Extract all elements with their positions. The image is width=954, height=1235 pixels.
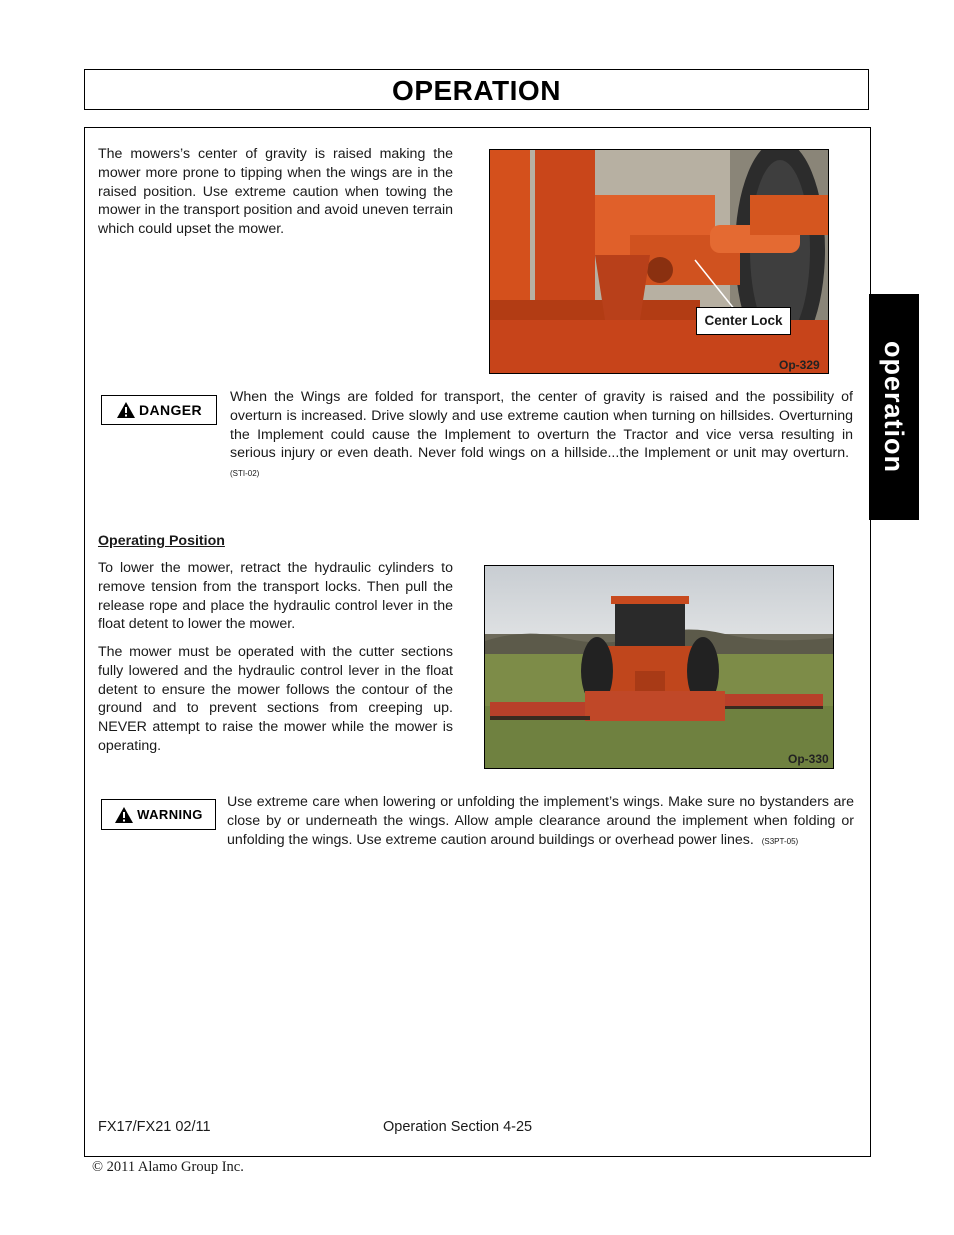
intro-text: The mowers’s center of gravity is raised making the mower more prone to tipping when the wings are in the raised position. Use extreme caution when towing the mower in the transport position and avoid uneven terrain which could upset the mower.: [98, 146, 453, 238]
center-lock-illustration: [490, 150, 828, 373]
danger-badge-label: DANGER: [138, 402, 203, 418]
warning-code: (S3PT-05): [761, 836, 799, 846]
danger-paragraph: [230, 388, 853, 484]
warning-badge-label: WARNING: [137, 807, 203, 822]
center-lock-photo: [489, 149, 829, 374]
page-title: OPERATION: [392, 75, 561, 106]
warning-paragraph: [227, 793, 854, 851]
danger-text: When the Wings are folded for transport, the center of gravity is raised and the possibility of overturn is increased. Drive slowly and use extreme caution when turning on hillsides. Overturning the Implement could cause the Implement to overturn the Tractor and vice versa resulting in serious injury or even death. Never fold wings on a hillside...the Implement or unit may overturn.: [230, 389, 853, 462]
figure-label-op330: Op-330: [788, 752, 829, 766]
side-tab-label: operation: [879, 340, 909, 473]
center-lock-callout: Center Lock: [696, 307, 791, 335]
warning-text: Use extreme care when lowering or unfolding the implement’s wings. Make sure no bystanders are close by or underneath the wings. Allow ample clearance around the implement when folding or unfolding the wings. Use extreme caution around buildings or overhead power lines.: [227, 794, 854, 848]
danger-badge: [101, 395, 217, 425]
footer-copyright: © 2011 Alamo Group Inc.: [92, 1159, 244, 1175]
operating-position-paragraph-2: [98, 643, 453, 756]
footer-section: Operation Section 4-25: [383, 1119, 533, 1135]
operating-position-text-2: The mower must be operated with the cutter sections fully lowered and the hydraulic control lever in the float detent to ensure the mower follows the contour of the ground and to prevent sections from creeping up. NEVER attempt to raise the mower while the mower is operating.: [98, 644, 453, 754]
warning-badge: [101, 799, 216, 830]
tractor-mower-photo: [484, 565, 834, 769]
operating-position-text-1: To lower the mower, retract the hydraulic cylinders to remove tension from the transport locks. Then pull the release rope and place the hydraulic control lever in the float detent to lower the mower.: [98, 560, 453, 633]
figure-label-op329: Op-329: [779, 358, 820, 372]
operating-position-paragraph-1: [98, 559, 453, 634]
tractor-mower-illustration: [485, 566, 833, 768]
intro-paragraph: [98, 145, 453, 239]
operating-position-heading: Operating Position: [98, 533, 225, 549]
warning-triangle-icon: [114, 806, 134, 824]
danger-code: (STI-02): [230, 469, 260, 479]
warning-triangle-icon: [116, 401, 136, 419]
footer-model: FX17/FX21 02/11: [98, 1119, 211, 1135]
